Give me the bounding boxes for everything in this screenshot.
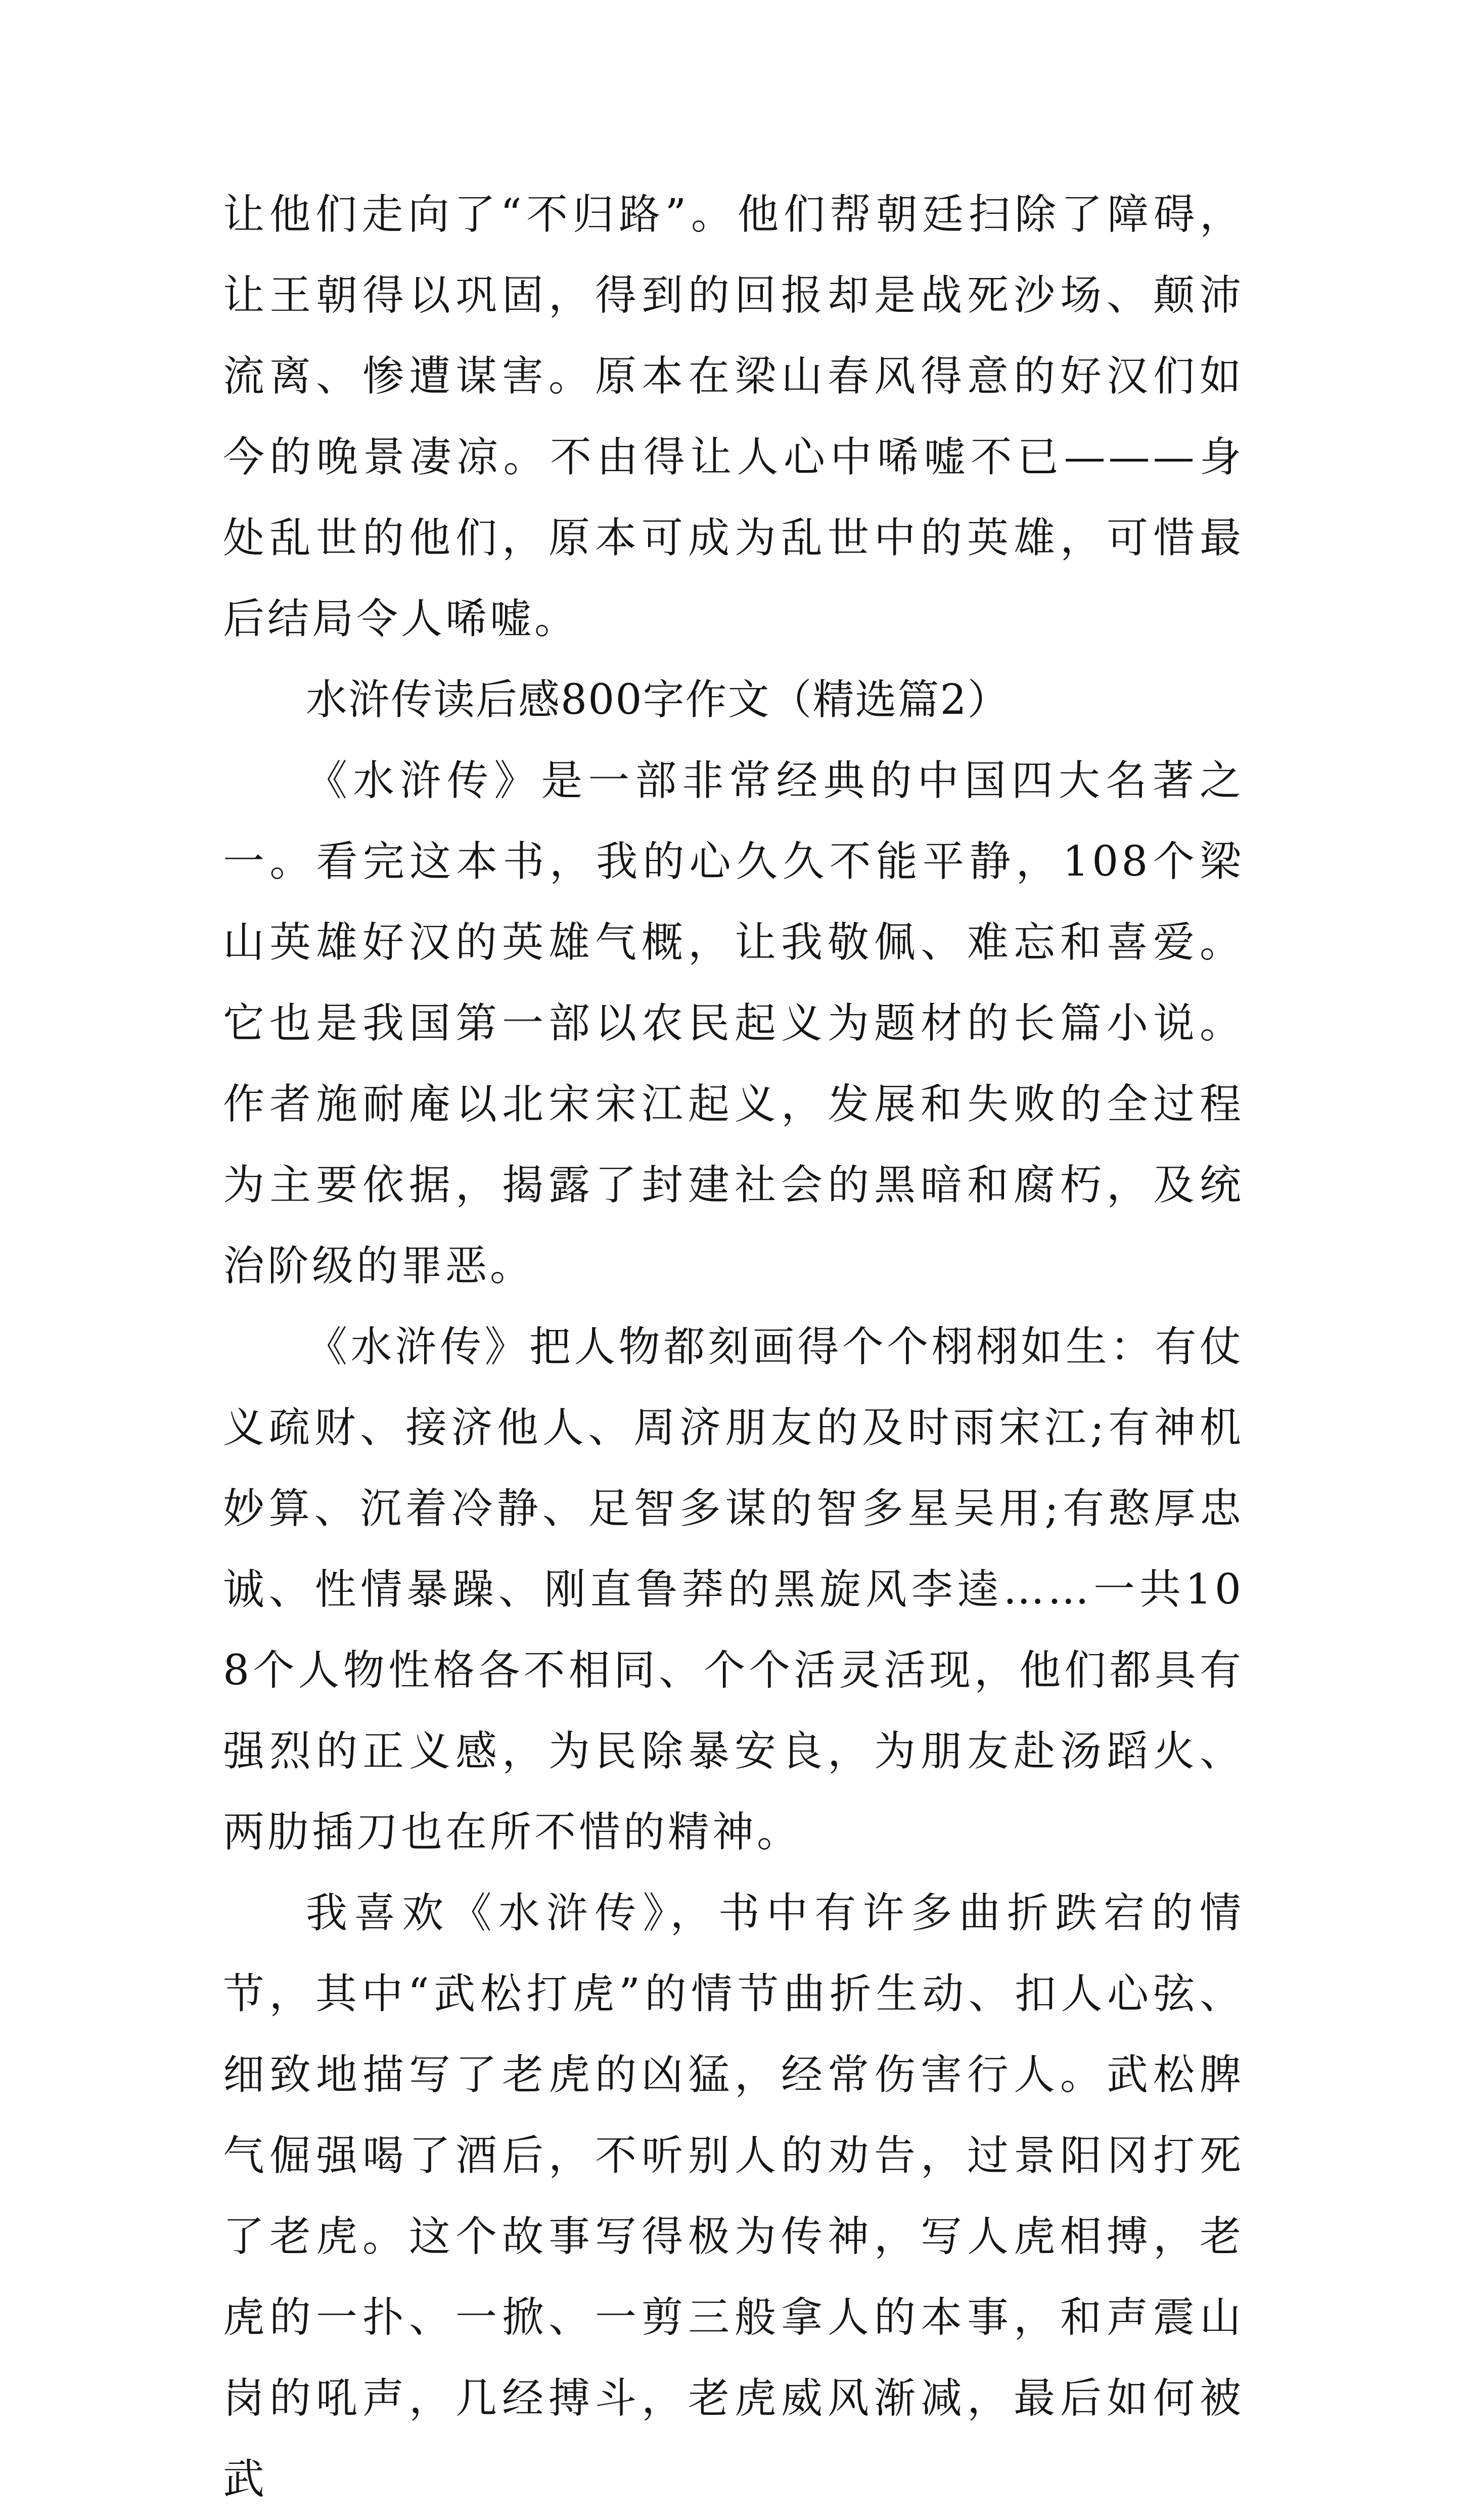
section-heading: 水浒传读后感800字作文（精选篇2） bbox=[306, 676, 1010, 724]
document-body bbox=[223, 174, 1244, 2520]
paragraph-continuation: 让他们走向了“不归路”。他们帮朝廷扫除了障碍，让王朝得以巩固，得到的回报却是战死沙场、颠沛流离、惨遭谋害。原本在梁山春风得意的好汉们如今的晚景凄凉。不由得让人心中唏嘘不已———身处乱世的他们，原本可成为乱世中的英雄，可惜最后结局令人唏嘘。 bbox=[223, 191, 1244, 643]
paragraph-characters: 《水浒传》把人物都刻画得个个栩栩如生：有仗义疏财、接济他人、周济朋友的及时雨宋江;有神机妙算、沉着冷静、足智多谋的智多星吴用;有憨厚忠诚、性情暴躁、刚直鲁莽的黑旋风李逵……一共108个人物性格各不相同、个个活灵活现，他们都具有强烈的正义感，为民除暴安良，为朋友赴汤蹈火、两肋插刀也在所不惜的精神。 bbox=[223, 1323, 1244, 1856]
paragraph-wusong-tiger: 我喜欢《水浒传》，书中有许多曲折跌宕的情节，其中“武松打虎”的情节曲折生动、扣人心弦、细致地描写了老虎的凶猛，经常伤害行人。武松脾气倔强喝了酒后，不听别人的劝告，过景阳冈打死了老虎。这个故事写得极为传神，写人虎相搏，老虎的一扑、一掀、一剪三般拿人的本事，和声震山岗的吼声，几经搏斗，老虎威风渐减，最后如何被武 bbox=[223, 1889, 1244, 2503]
paragraph-intro: 《水浒传》是一部非常经典的中国四大名著之一。看完这本书，我的心久久不能平静，108个梁山英雄好汉的英雄气概，让我敬佩、难忘和喜爱。它也是我国第一部以农民起义为题材的长篇小说。作者施耐庵以北宋宋江起义，发展和失败的全过程为主要依据，揭露了封建社会的黑暗和腐朽，及统治阶级的罪恶。 bbox=[223, 757, 1244, 1290]
